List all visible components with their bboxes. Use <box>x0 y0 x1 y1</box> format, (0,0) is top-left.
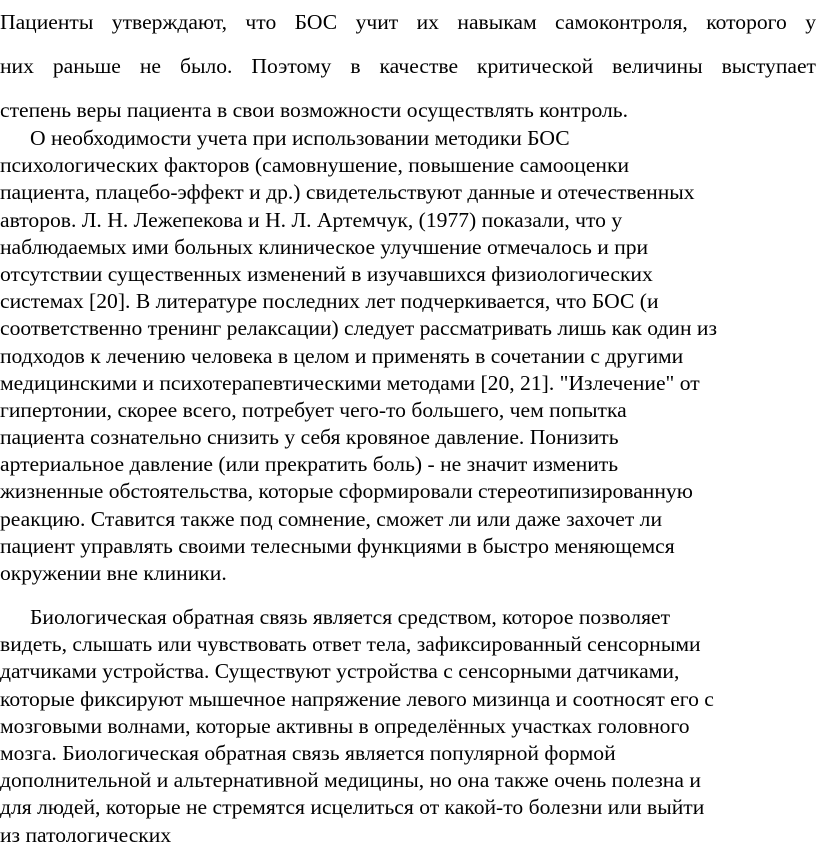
paragraph-3-line: дополнительной и альтернативной медицины, но она также очень полезна и <box>0 768 701 793</box>
paragraph-3-line: видеть, слышать или чувствовать ответ тела, зафиксированный сенсорными <box>0 632 701 657</box>
paragraph-3-line: для людей, которые не стремятся исцелиться от какой-то болезни или выйти <box>0 795 705 820</box>
paragraph-3-line: из патологических <box>0 822 172 847</box>
paragraph-2-line: пациента сознательно снизить у себя кровяное давление. Понизить <box>0 425 619 450</box>
paragraph-3 <box>0 604 816 849</box>
paragraph-1 <box>0 0 816 132</box>
paragraph-2-line: окружении вне клиники. <box>0 561 227 585</box>
paragraph-2-line: авторов. Л. Н. Лежепекова и Н. Л. Артемчук, (1977) показали, что у <box>0 207 623 232</box>
paragraph-3-line: мозга. Биологическая обратная связь является популярной формой <box>0 740 616 765</box>
paragraph-2-line: наблюдаемых ими больных клиническое улучшение отмечалось и при <box>0 234 649 259</box>
paragraph-3-line: которые фиксируют мышечное напряжение левого мизинца и соотносят его с <box>0 686 714 711</box>
paragraph-2 <box>0 125 816 587</box>
paragraph-2-line: гипертонии, скорее всего, потребует чего-то большего, чем попытка <box>0 397 627 422</box>
paragraph-1-line: них раньше не было. Поэтому в качестве критической величины выступает <box>0 54 816 78</box>
paragraph-2-line: отсутствии существенных изменений в изучавшихся физиологических <box>0 261 653 286</box>
paragraph-2-line: реакцию. Ставится также под сомнение, сможет ли или даже захочет ли <box>0 506 663 531</box>
paragraph-1-line: степень веры пациента в свои возможности осуществлять контроль. <box>0 98 629 122</box>
paragraph-1-line: Пациенты утверждают, что БОС учит их навыкам самоконтроля, которого у <box>0 10 816 34</box>
paragraph-2-line: пациента, плацебо-эффект и др.) свидетельствуют данные и отечественных <box>0 180 695 205</box>
paragraph-2-line: психологических факторов (самовнушение, повышение самооценки <box>0 153 630 178</box>
paragraph-3-line: мозговыми волнами, которые активны в определённых участках головного <box>0 713 690 738</box>
paragraph-2-line: пациент управлять своими телесными функциями в быстро меняющемся <box>0 533 675 558</box>
paragraph-2-line: артериальное давление (или прекратить боль) - не значит изменить <box>0 452 619 477</box>
paragraph-2-line: жизненные обстоятельства, которые сформировали стереотипизированную <box>0 479 693 504</box>
paragraph-2-line: соответственно тренинг релаксации) следует рассматривать лишь как один из <box>0 316 718 341</box>
paragraph-3-line: датчиками устройства. Существуют устройства с сенсорными датчиками, <box>0 659 680 684</box>
paragraph-2-line: подходов к лечению человека в целом и применять в сочетании с другими <box>0 343 684 368</box>
paragraph-2-line: системах [20]. В литературе последних лет подчеркивается, что БОС (и <box>0 289 659 314</box>
paragraph-2-line: О необходимости учета при использовании методики БОС <box>30 126 570 150</box>
paragraph-3-line: Биологическая обратная связь является средством, которое позволяет <box>30 605 671 629</box>
paragraph-2-line: медицинскими и психотерапевтическими методами [20, 21]. "Излечение" от <box>0 370 700 395</box>
